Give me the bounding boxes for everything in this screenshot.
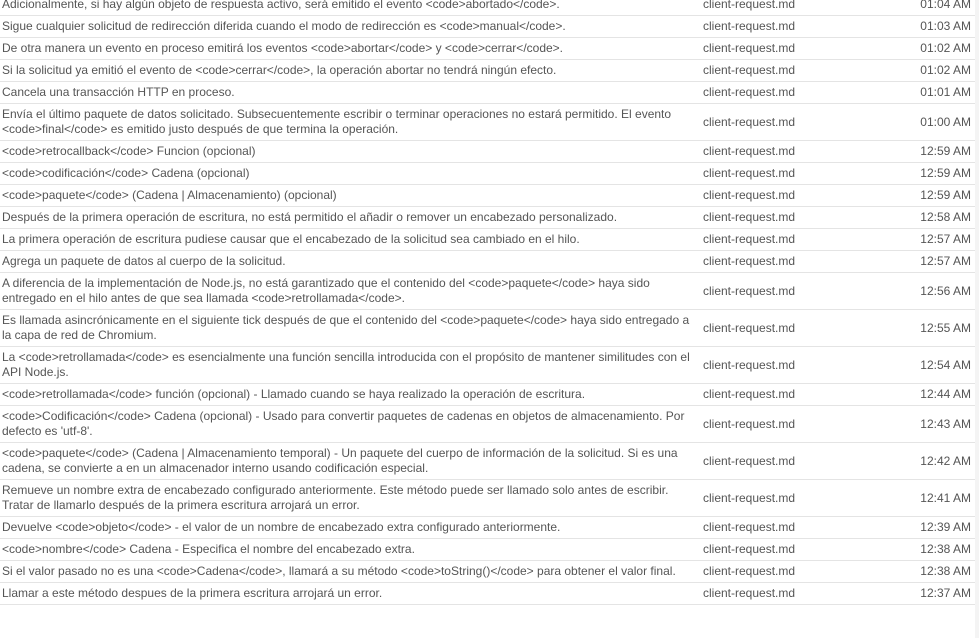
file-name[interactable]: client-request.md xyxy=(697,561,869,583)
activity-row[interactable] xyxy=(0,384,979,406)
file-name[interactable]: client-request.md xyxy=(697,583,869,605)
translation-string[interactable]: Sigue cualquier solicitud de redirección diferida cuando el modo de redirección es <code>manual</code>. xyxy=(0,16,697,38)
translation-string[interactable]: <code>paquete</code> (Cadena | Almacenamiento) (opcional) xyxy=(0,185,697,207)
file-name[interactable]: client-request.md xyxy=(697,16,869,38)
translation-string[interactable]: Después de la primera operación de escritura, no está permitido el añadir o remover un encabezado personalizado. xyxy=(0,207,697,229)
file-name[interactable]: client-request.md xyxy=(697,251,869,273)
file-name[interactable]: client-request.md xyxy=(697,141,869,163)
timestamp: 12:42 AM xyxy=(869,443,979,480)
translation-string[interactable]: De otra manera un evento en proceso emitirá los eventos <code>abortar</code> y <code>cerrar</code>. xyxy=(0,38,697,60)
file-name[interactable]: client-request.md xyxy=(697,539,869,561)
activity-row[interactable] xyxy=(0,163,979,185)
translation-string[interactable]: <code>paquete</code> (Cadena | Almacenamiento temporal) - Un paquete del cuerpo de información de la solicitud. Si es una cadena, se convierte a en un almacenador interno usando codificación especial. xyxy=(0,443,697,480)
translation-string[interactable]: Llamar a este método despues de la primera escritura arrojará un error. xyxy=(0,583,697,605)
file-name[interactable]: client-request.md xyxy=(697,384,869,406)
timestamp: 12:59 AM xyxy=(869,163,979,185)
file-name[interactable]: client-request.md xyxy=(697,347,869,384)
translation-string[interactable]: <code>nombre</code> Cadena - Especifica el nombre del encabezado extra. xyxy=(0,539,697,561)
timestamp: 12:57 AM xyxy=(869,251,979,273)
translation-string[interactable]: <code>Codificación</code> Cadena (opcional) - Usado para convertir paquetes de cadenas en objetos de almacenamiento. Por defecto es 'utf-8'. xyxy=(0,406,697,443)
activity-row[interactable] xyxy=(0,104,979,141)
timestamp: 12:38 AM xyxy=(869,561,979,583)
timestamp: 01:01 AM xyxy=(869,82,979,104)
timestamp: 01:03 AM xyxy=(869,16,979,38)
activity-row[interactable] xyxy=(0,583,979,605)
timestamp: 12:37 AM xyxy=(869,583,979,605)
timestamp: 12:57 AM xyxy=(869,229,979,251)
file-name[interactable]: client-request.md xyxy=(697,104,869,141)
timestamp: 01:02 AM xyxy=(869,60,979,82)
activity-row[interactable] xyxy=(0,273,979,310)
activity-row[interactable] xyxy=(0,310,979,347)
timestamp: 12:55 AM xyxy=(869,310,979,347)
translation-string[interactable]: A diferencia de la implementación de Node.js, no está garantizado que el contenido del <code>paquete</code> haya sido entregado en el hilo antes de que sea llamada <code>retrollamada</code>. xyxy=(0,273,697,310)
timestamp: 12:39 AM xyxy=(869,517,979,539)
timestamp: 01:04 AM xyxy=(869,0,979,16)
translation-string[interactable]: Cancela una transacción HTTP en proceso. xyxy=(0,82,697,104)
activity-row[interactable] xyxy=(0,0,979,16)
translation-string[interactable]: Adicionalmente, si hay algún objeto de respuesta activo, será emitido el evento <code>abortado</code>. xyxy=(0,0,697,16)
timestamp: 01:00 AM xyxy=(869,104,979,141)
file-name[interactable]: client-request.md xyxy=(697,0,869,16)
file-name[interactable]: client-request.md xyxy=(697,480,869,517)
file-name[interactable]: client-request.md xyxy=(697,185,869,207)
file-name[interactable]: client-request.md xyxy=(697,406,869,443)
translation-string[interactable]: <code>codificación</code> Cadena (opcional) xyxy=(0,163,697,185)
scrollbar-edge[interactable] xyxy=(975,0,979,638)
timestamp: 01:02 AM xyxy=(869,38,979,60)
translation-string[interactable]: La <code>retrollamada</code> es esencialmente una función sencilla introducida con el propósito de mantener similitudes con el API Node.js. xyxy=(0,347,697,384)
activity-row[interactable] xyxy=(0,16,979,38)
translation-string[interactable]: Es llamada asincrónicamente en el siguiente tick después de que el contenido del <code>paquete</code> haya sido entregado a la capa de red de Chromium. xyxy=(0,310,697,347)
timestamp: 12:59 AM xyxy=(869,185,979,207)
activity-row[interactable] xyxy=(0,141,979,163)
activity-row[interactable] xyxy=(0,561,979,583)
activity-row[interactable] xyxy=(0,517,979,539)
file-name[interactable]: client-request.md xyxy=(697,273,869,310)
timestamp: 12:59 AM xyxy=(869,141,979,163)
translation-string[interactable]: <code>retrollamada</code> función (opcional) - Llamado cuando se haya realizado la operación de escritura. xyxy=(0,384,697,406)
activity-row[interactable] xyxy=(0,60,979,82)
translation-string[interactable]: La primera operación de escritura pudiese causar que el encabezado de la solicitud sea cambiado en el hilo. xyxy=(0,229,697,251)
activity-row[interactable] xyxy=(0,82,979,104)
file-name[interactable]: client-request.md xyxy=(697,443,869,480)
file-name[interactable]: client-request.md xyxy=(697,310,869,347)
translation-string[interactable]: <code>retrocallback</code> Funcion (opcional) xyxy=(0,141,697,163)
translation-string[interactable]: Agrega un paquete de datos al cuerpo de la solicitud. xyxy=(0,251,697,273)
activity-row[interactable] xyxy=(0,229,979,251)
activity-row[interactable] xyxy=(0,443,979,480)
file-name[interactable]: client-request.md xyxy=(697,60,869,82)
timestamp: 12:56 AM xyxy=(869,273,979,310)
timestamp: 12:41 AM xyxy=(869,480,979,517)
translation-string[interactable]: Si el valor pasado no es una <code>Cadena</code>, llamará a su método <code>toString()</code> para obtener el valor final. xyxy=(0,561,697,583)
file-name[interactable]: client-request.md xyxy=(697,82,869,104)
activity-row[interactable] xyxy=(0,38,979,60)
activity-row[interactable] xyxy=(0,207,979,229)
timestamp: 12:38 AM xyxy=(869,539,979,561)
translation-string[interactable]: Si la solicitud ya emitió el evento de <code>cerrar</code>, la operación abortar no tendrá ningún efecto. xyxy=(0,60,697,82)
activity-row[interactable] xyxy=(0,251,979,273)
timestamp: 12:54 AM xyxy=(869,347,979,384)
file-name[interactable]: client-request.md xyxy=(697,517,869,539)
file-name[interactable]: client-request.md xyxy=(697,229,869,251)
translation-string[interactable]: Remueve un nombre extra de encabezado configurado anteriormente. Este método puede ser llamado solo antes de escribir. Tratar de llamarlo después de la primera escritura arrojará un error. xyxy=(0,480,697,517)
activity-row[interactable] xyxy=(0,185,979,207)
activity-row[interactable] xyxy=(0,480,979,517)
file-name[interactable]: client-request.md xyxy=(697,163,869,185)
translation-string[interactable]: Devuelve <code>objeto</code> - el valor de un nombre de encabezado extra configurado anteriormente. xyxy=(0,517,697,539)
timestamp: 12:58 AM xyxy=(869,207,979,229)
file-name[interactable]: client-request.md xyxy=(697,207,869,229)
timestamp: 12:44 AM xyxy=(869,384,979,406)
activity-row[interactable] xyxy=(0,406,979,443)
translation-string[interactable]: Envía el último paquete de datos solicitado. Subsecuentemente escribir o terminar operaciones no estará permitido. El evento <code>final</code> es emitido justo después de que termina la operación. xyxy=(0,104,697,141)
file-name[interactable]: client-request.md xyxy=(697,38,869,60)
activity-row[interactable] xyxy=(0,539,979,561)
timestamp: 12:43 AM xyxy=(869,406,979,443)
activity-row[interactable] xyxy=(0,347,979,384)
